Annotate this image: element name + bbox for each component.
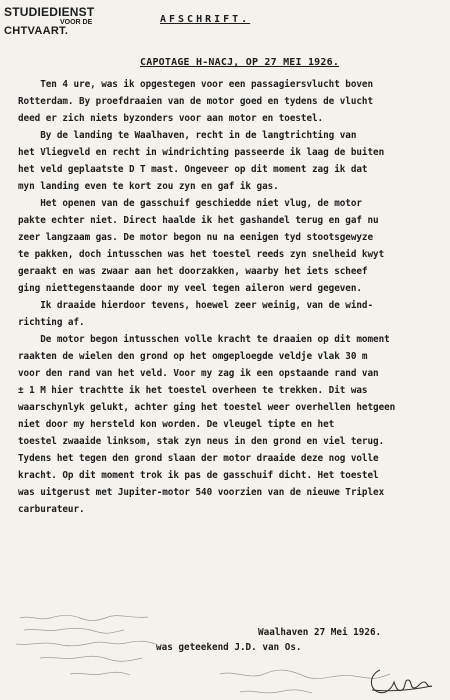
body-line: zeer langzaam gas. De motor begon nu na eenigen tyd stootsgewyze (18, 232, 374, 243)
org-line-2: VOOR DE (60, 18, 93, 26)
body-line: voor den rand van het veld. Voor my zag ik een opstaande rand van (18, 368, 379, 379)
body-line: ging niettegenstaande door my veel tegen aileron werd gegeven. (18, 283, 362, 294)
body-line: te pakken, doch intusschen was het toestel reeds zyn snelheid kwyt (18, 249, 385, 260)
org-line-1: STUDIEDIENST (4, 5, 95, 19)
body-line: deed er zich niets byzonders voor aan motor en toestel. (18, 113, 324, 124)
body-line: De motor begon intusschen volle kracht te draaien op dit moment (18, 334, 390, 345)
body-line: Ten 4 ure, was ik opgestegen voor een passagiersvlucht boven (18, 79, 374, 90)
organization-header (4, 6, 94, 37)
document-type-title: AFSCHRIFT. (160, 14, 251, 25)
body-line: pakte echter niet. Direct haalde ik het gashandel terug en gaf nu (18, 215, 379, 226)
body-line: was uitgerust met Jupiter-motor 540 voorzien van de nieuwe Triplex (18, 487, 385, 498)
body-line: Ik draaide hierdoor tevens, hoewel zeer weinig, van de wind- (18, 300, 374, 311)
body-line: Tydens het tegen den grond slaan der motor draaide deze nog volle (18, 453, 379, 464)
body-line: toestel zwaaide linksom, stak zyn neus in den grond en viel terug. (18, 436, 385, 447)
report-subtitle: CAPOTAGE H-NACJ, OP 27 MEI 1926. (140, 57, 340, 68)
body-line: geraakt en was zwaar aan het doorzakken, waarby het iets scheef (18, 266, 368, 277)
body-line: Het openen van de gasschuif geschiedde niet vlug, de motor (18, 198, 362, 209)
body-line: het veld geplaatste D T mast. Ongeveer op dit moment zag ik dat (18, 164, 368, 175)
body-line: carburateur. (18, 504, 85, 515)
handwritten-signature (366, 664, 436, 696)
body-line: ± 1 M hier trachtte ik het toestel overheen te trekken. Dit was (18, 385, 368, 396)
body-line: het Vliegveld en recht in windrichting passeerde ik laag de buiten (18, 147, 385, 158)
body-line: kracht. Op dit moment trok ik pas de gasschuif dicht. Het toestel (18, 470, 379, 481)
org-line-3: CHTVAART. (4, 24, 69, 37)
body-line: waarschynlyk gelukt, achter ging het toestel weer overhellen hetgeen (18, 402, 396, 413)
body-line: myn landing even te kort zou zyn en gaf ik gas. (18, 181, 279, 192)
body-line: raakten de wielen den grond op het omgeploegde veldje vlak 30 m (18, 351, 368, 362)
report-body (18, 76, 440, 518)
body-line: Rotterdam. By proefdraaien van de motor goed en tydens de vlucht (18, 96, 374, 107)
body-line: By de landing te Waalhaven, recht in de langtrichting van (18, 130, 357, 141)
signed-by-line: was geteekend J.D. van Os. (156, 642, 302, 653)
body-line: richting af. (18, 317, 85, 328)
body-line: niet door my hersteld kon worden. De vleugel tipte en het (18, 419, 335, 430)
place-and-date: Waalhaven 27 Mei 1926. (258, 627, 382, 638)
